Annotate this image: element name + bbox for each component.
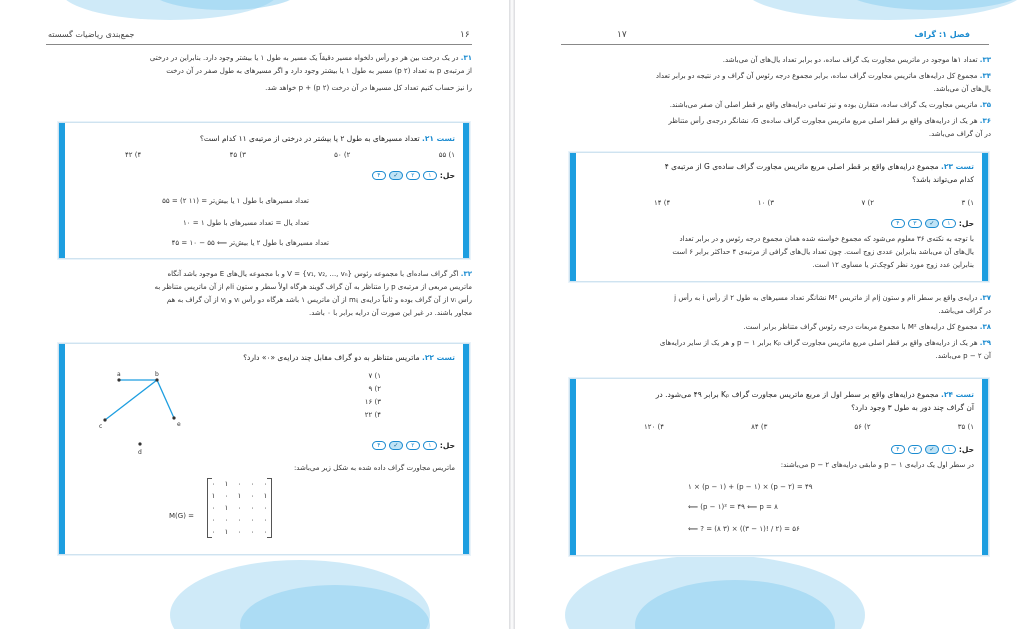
test-21-eq-2: تعداد یال = تعداد مسیرهای با طول ۱ = ۱۰ xyxy=(183,219,309,227)
header-rule xyxy=(46,44,472,45)
vertex-c xyxy=(103,418,106,421)
answer-check-1: ۱ xyxy=(942,219,956,228)
test-24-eq-1: ۱ × (p − ۱) + (p − ۱) × (p − ۲) = ۴۹ xyxy=(688,483,813,491)
option-1[interactable]: ۱) ۵۵ xyxy=(438,151,455,159)
matrix-cell: ۰ xyxy=(263,516,268,524)
running-head: فصل ۱: گراف xyxy=(914,30,970,39)
option-2[interactable]: ۲) ۵۶ xyxy=(854,423,871,431)
test-22-solution-text: ماتریس مجاورت گراف داده شده به شکل زیر می‌باشد: xyxy=(293,464,455,472)
matrix-row xyxy=(207,514,272,526)
items-37-39 xyxy=(563,292,991,366)
adjacency-matrix xyxy=(207,478,272,538)
test-21-title: تست ۲۱. تعداد مسیرهای به طول ۲ یا بیشتر در درختی از مرتبه‌ی ۱۱ کدام است؟ xyxy=(199,134,455,143)
test-23-box xyxy=(569,152,989,282)
matrix-cell: ۰ xyxy=(224,516,229,524)
test-23-title-line2: کدام می‌تواند باشد؟ xyxy=(912,175,974,184)
test-24-box xyxy=(569,378,989,556)
test-21-solution-label: حل: ۱ ۲ ✓ ۴ xyxy=(372,171,455,180)
test-21-eq-3: تعداد مسیرهای با طول ۲ یا بیش‌تر ⟸ ۵۵ − ۱۰ = ۴۵ xyxy=(171,239,329,247)
matrix-cell: ۱ xyxy=(237,492,242,500)
option-3[interactable]: ۳) ۱۶ xyxy=(364,398,381,406)
vertex-b xyxy=(155,378,158,381)
test-24-title: تست ۲۴. مجموع درایه‌های واقع بر سطر اول از مربع ماتریس مجاورت گراف Kₚ برابر ۴۹ می‌شود. در xyxy=(655,390,974,399)
test-21-options xyxy=(125,151,455,159)
matrix-cell: ۰ xyxy=(211,504,216,512)
answer-check-2-selected: ✓ xyxy=(925,445,939,454)
matrix-cell: ۰ xyxy=(237,528,242,536)
option-2[interactable]: ۲) ۹ xyxy=(368,385,381,393)
matrix-cell: ۱ xyxy=(224,504,229,512)
items-33-36 xyxy=(563,54,991,144)
test-24-solution-text: در سطر اول یک درایه‌ی p − ۱ و مابقی درایه‌های p − ۲ می‌باشند: xyxy=(780,461,974,469)
matrix-cell: ۰ xyxy=(250,528,255,536)
test-23-title: تست ۲۳. مجموع درایه‌های واقع بر قطر اصلی مربع ماتریس مجاورت گراف ساده‌ی G از مرتبه‌ی ۴ xyxy=(664,162,974,171)
problem-32: ۳۲. اگر گراف ساده‌ای با مجموعه رئوس V = {v₁, v₂, ..., vₙ} و با مجموعه یال‌های E موجود باشد آنگاه ماتریس مربعی از مرتبه‌ی p را متناظر به آن گراف گویند هرگاه اولاً سطر و ستون i‌ام از آن ماتریس متناظر به رأس vᵢ از آن گراف بوده و ثانیاً درایه‌ی mᵢⱼ از آن ماتریس ۱ باشد هرگاه دو رأس vᵢ و vⱼ از آن گراف به هم مجاور باشند. در غیر این صورت آن درایه برابر با ۰ باشد. xyxy=(154,270,472,317)
page-number: ۱۶ xyxy=(460,30,470,40)
box-bar-right xyxy=(463,123,469,258)
matrix-row xyxy=(207,490,272,502)
problem-31: ۳۱. در یک درخت بین هر دو رأس دلخواه مسیر دقیقاً یک مسیر به طول ۱ یا بیشتر وجود دارد. بنابراین در درختی از مرتبه‌ی p به تعداد (p ۲) مسیر به طول ۱ یا بیشتر وجود دارد و اگر مسیرهای به طول صفر در آن درخت را نیز حساب کنیم تعداد کل مسیرها در آن درخت p + (p ۲) خواهد شد. xyxy=(149,54,472,92)
edge-b-e xyxy=(157,380,174,418)
matrix-cell: ۰ xyxy=(250,492,255,500)
matrix-cell: ۰ xyxy=(237,480,242,488)
matrix-row xyxy=(207,478,272,490)
answer-check-3-selected: ✓ xyxy=(389,441,403,450)
answer-check-2: ۲ xyxy=(406,171,420,180)
option-3[interactable]: ۳) ۸۴ xyxy=(751,423,768,431)
test-24-eq-2: ⟸ (p − ۱)² = ۴۹ ⟸ p = ۸ xyxy=(688,503,778,511)
box-bar-right xyxy=(982,153,988,281)
vertex-d xyxy=(138,442,141,445)
matrix-row xyxy=(207,526,272,538)
test-22-options xyxy=(351,370,381,422)
test-24-title-line2: آن گراف چند دور به طول ۳ وجود دارد؟ xyxy=(851,403,974,412)
matrix-cell: ۱ xyxy=(224,528,229,536)
matrix-cell: ۱ xyxy=(211,492,216,500)
matrix-label: M(G) = xyxy=(169,512,195,520)
option-1[interactable]: ۱) ۳۵ xyxy=(957,423,974,431)
vertex-label-e: e xyxy=(177,421,181,428)
test-24-solution-label: حل: ۱ ✓ ۳ ۴ xyxy=(891,445,974,454)
matrix-cell: ۰ xyxy=(250,516,255,524)
matrix-cell: ۰ xyxy=(211,528,216,536)
test-23-solution: با توجه به نکته‌ی ۳۶ معلوم می‌شود که مجموع خواسته شده همان مجموع درجه رئوس و در برابر تعداد یال‌های آن می‌باشد بنابراین عددی زوج است. چون تعداد یال‌های گرافی از مرتبه‌ی ۴ حداکثر برابر ۶ است بنابراین عدد زوج مورد نظر کوچک‌تر یا مساوی ۱۲ است. xyxy=(672,235,974,269)
vertex-label-c: c xyxy=(99,423,103,430)
vertex-a xyxy=(117,378,120,381)
test-24-eq-3: ⟸ ? = (۸ ۳) × ((۳ − ۱)! / ۲) = ۵۶ xyxy=(688,525,800,533)
test-23-options xyxy=(654,199,974,207)
matrix-cell: ۰ xyxy=(211,516,216,524)
box-bar-right xyxy=(463,344,469,554)
matrix-cell: ۰ xyxy=(263,528,268,536)
answer-check-1: ۱ xyxy=(423,441,437,450)
matrix-cell: ۱ xyxy=(263,492,268,500)
box-bar-right xyxy=(982,379,988,555)
vertex-label-b: b xyxy=(155,371,159,378)
answer-check-4: ۴ xyxy=(891,219,905,228)
test-24-options xyxy=(644,423,974,431)
answer-check-3-selected: ✓ xyxy=(389,171,403,180)
item-1: ۳۴. مجموع کل درایه‌های ماتریس مجاورت گراف ساده، برابر مجموع درجه رئوس آن گراف و در نتیجه دو برابر تعداد یال‌های آن می‌باشد. xyxy=(655,72,991,93)
item-0: ۳۷. درایه‌ی واقع بر سطر i‌ام و ستون j‌ام از ماتریس M² نشانگر تعداد مسیرهای به طول ۲ از رأس i به رأس j در گراف می‌باشد. xyxy=(674,294,991,315)
matrix-row xyxy=(207,502,272,514)
option-3[interactable]: ۳) ۱۰ xyxy=(757,199,775,207)
header-rule xyxy=(561,44,989,45)
matrix-cell: ۰ xyxy=(224,492,229,500)
matrix-cell: ۰ xyxy=(237,504,242,512)
vertex-e xyxy=(172,416,175,419)
test-21-box xyxy=(58,122,470,259)
test-23-solution-label: حل: ۱ ✓ ۳ ۴ xyxy=(891,219,974,228)
matrix-cell: ۰ xyxy=(237,516,242,524)
option-2[interactable]: ۲) ۵۰ xyxy=(334,151,351,159)
left-page xyxy=(0,0,509,629)
item-0: ۳۳. تعداد ۱ها موجود در ماتریس مجاورت یک گراف ساده، دو برابر تعداد یال‌های آن می‌باشد. xyxy=(722,56,991,64)
answer-check-4: ۴ xyxy=(372,441,386,450)
box-bar-left xyxy=(570,379,576,555)
vertex-label-a: a xyxy=(117,371,121,378)
option-4[interactable]: ۴) ۴۲ xyxy=(125,151,142,159)
answer-check-4: ۴ xyxy=(372,171,386,180)
test-22-title: تست ۲۲. ماتریس متناظر به دو گراف مقابل چند درایه‌ی «۰» دارد؟ xyxy=(243,353,455,362)
option-1[interactable]: ۱) ۳ xyxy=(961,199,974,207)
vertex-label-d: d xyxy=(138,449,142,456)
right-page xyxy=(515,0,1024,629)
box-bar-left xyxy=(59,344,65,554)
answer-check-3: ۳ xyxy=(908,219,922,228)
graph-figure xyxy=(99,368,209,458)
item-1: ۳۸. مجموع کل درایه‌های M² با مجموع مربعات درجه رئوس گراف متناظر برابر است. xyxy=(743,323,991,331)
option-3[interactable]: ۳) ۴۵ xyxy=(229,151,246,159)
option-4[interactable]: ۴) ۲۲ xyxy=(364,411,381,419)
box-bar-left xyxy=(59,123,65,258)
page-number: ۱۷ xyxy=(617,30,627,40)
answer-check-1: ۱ xyxy=(942,445,956,454)
answer-check-2-selected: ✓ xyxy=(925,219,939,228)
running-head: جمع‌بندی ریاضیات گسسته xyxy=(48,30,135,39)
edge-b-c xyxy=(105,380,157,420)
answer-check-4: ۴ xyxy=(891,445,905,454)
option-4[interactable]: ۴) ۱۴ xyxy=(654,199,671,207)
matrix-cell: ۱ xyxy=(224,480,229,488)
item-3: ۳۶. هر یک از درایه‌های واقع بر قطر اصلی مربع ماتریس مجاورت گراف ساده‌ی G، نشانگر درجه‌ی رأس متناظر در آن گراف می‌باشد. xyxy=(668,117,991,138)
test-22-box xyxy=(58,343,470,555)
option-2[interactable]: ۲) ۷ xyxy=(861,199,875,207)
option-1[interactable]: ۱) ۷ xyxy=(368,372,381,380)
answer-check-1: ۱ xyxy=(423,171,437,180)
item-2: ۳۹. هر یک از درایه‌های واقع بر قطر اصلی مربع ماتریس مجاورت گراف Kₚ برابر p − ۱ و هر یک از سایر درایه‌های آن p − ۲ می‌باشد. xyxy=(659,339,991,360)
matrix-cell: ۰ xyxy=(250,480,255,488)
matrix-cell: ۰ xyxy=(250,504,255,512)
box-bar-left xyxy=(570,153,576,281)
test-21-eq-1: تعداد مسیرهای با طول ۱ یا بیش‌تر = (۱۱ ۲) = ۵۵ xyxy=(162,197,309,205)
answer-check-3: ۳ xyxy=(908,445,922,454)
option-4[interactable]: ۴) ۱۲۰ xyxy=(644,423,665,431)
matrix-cell: ۰ xyxy=(211,480,216,488)
answer-check-2: ۲ xyxy=(406,441,420,450)
matrix-cell: ۰ xyxy=(263,504,268,512)
item-2: ۳۵. ماتریس مجاورت یک گراف ساده، متقارن بوده و نیز تمامی درایه‌های واقع بر قطر اصلی آن صفر می‌باشند. xyxy=(669,101,991,109)
matrix-cell: ۰ xyxy=(263,480,268,488)
test-22-solution-label: حل: ۱ ۲ ✓ ۴ xyxy=(372,441,455,450)
